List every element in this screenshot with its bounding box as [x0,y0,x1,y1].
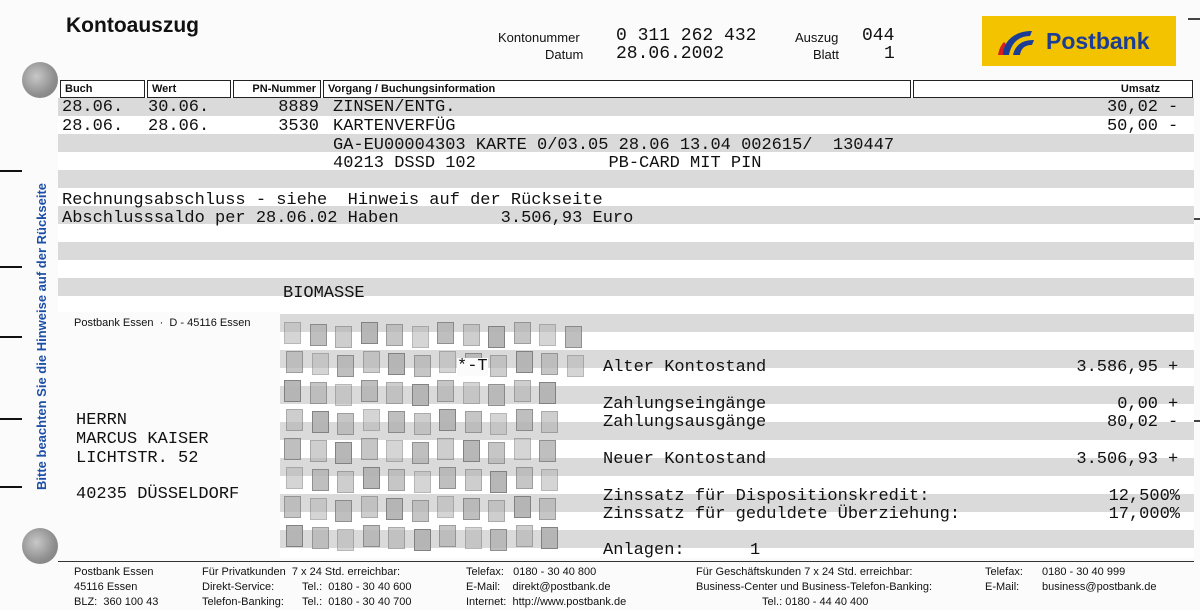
booking-date: 28.06. [62,117,124,136]
ocr-block [361,322,378,344]
ocr-block [465,527,482,549]
ocr-block [310,382,327,404]
ocr-block [541,469,558,491]
sender-line: Postbank Essen · D - 45116 Essen [74,317,251,329]
ocr-block [488,384,505,406]
postbank-logo [982,16,1176,66]
ocr-block [490,355,507,377]
ocr-block [514,496,531,518]
margin-tick [0,170,22,172]
transaction-sign: - [1168,98,1179,117]
biomasse-label: BIOMASSE [283,284,365,303]
footer-telephone-banking: Telefon-Banking: [202,596,284,608]
ocr-block [412,500,429,522]
ocr-block [386,440,403,462]
ocr-block [437,496,454,518]
ocr-block [386,324,403,346]
ocr-block [286,409,303,431]
ocr-block [514,380,531,402]
ocr-block [414,529,431,551]
ocr-block [488,326,505,348]
closing-notice: Rechnungsabschluss - siehe Hinweis auf der Rückseite [62,191,603,210]
footer-blz: BLZ: 360 100 43 [74,596,159,608]
ocr-block [414,355,431,377]
transaction-detail: 40213 DSSD 102 PB-CARD MIT PIN [333,154,762,173]
ocr-block [463,440,480,462]
postbank-swoosh-icon [996,27,1040,57]
overdraft-rate-label: Zinssatz für Dispositionskredit: [603,487,930,506]
old-balance-sign: + [1168,358,1179,377]
ocr-block [414,413,431,435]
footer-bank-city: 45116 Essen [74,581,138,593]
logo-text: Postbank [1046,28,1150,54]
column-wert: Wert [147,80,231,98]
ocr-block [284,322,301,344]
column-umsatz: Umsatz [913,80,1193,98]
statement-number-label: Auszug [795,30,839,45]
ocr-block [439,409,456,431]
ocr-block [488,500,505,522]
ocr-block [312,527,329,549]
ocr-block [412,326,429,348]
ocr-block [567,355,584,377]
transaction-detail: GA-EU00004303 KARTE 0/03.05 28.06 13.04 002615/ 130447 [333,136,895,155]
ocr-block [337,413,354,435]
ocr-block [412,442,429,464]
new-balance-label: Neuer Kontostand [603,450,767,469]
sheet-number: 1 [884,44,895,64]
ocr-block [516,351,533,373]
attachments-value: 1 [750,541,761,560]
new-balance-value: 3.506,93 [1076,450,1158,469]
ocr-block [337,529,354,551]
ocr-block [439,525,456,547]
date-label: Datum [545,47,584,62]
old-balance-label: Alter Kontostand [603,358,767,377]
ocr-block [388,469,405,491]
footer-business-email-label: E-Mail: [985,581,1020,593]
footer-internet: Internet: http://www.postbank.de [466,596,627,608]
pn-number: 3530 [278,117,319,136]
ocr-block [335,500,352,522]
account-number-label: Kontonummer [498,30,580,45]
punch-hole-bottom [22,528,58,564]
ocr-block [565,326,582,348]
ocr-block [490,413,507,435]
ocr-block [386,382,403,404]
footer-bank-name: Postbank Essen [74,566,154,578]
ocr-block [335,442,352,464]
transaction-amount: 50,00 [1106,117,1158,136]
transaction-sign: - [1168,117,1179,136]
ocr-block [361,438,378,460]
address-line: LICHTSTR. 52 [76,449,199,468]
ocr-block [463,498,480,520]
ocr-block [388,527,405,549]
transaction-text: KARTENVERFÜG [333,117,456,136]
transaction-amount: 30,02 [1106,98,1158,117]
statement-number: 044 [862,26,895,46]
ocr-block [310,498,327,520]
ocr-block [284,496,301,518]
ocr-block [437,380,454,402]
ocr-block [363,525,380,547]
ocr-block [465,411,482,433]
stamp-mark: *-T [457,357,488,376]
ocr-block [516,525,533,547]
ocr-block [388,411,405,433]
ocr-block [337,471,354,493]
ocr-block [539,382,556,404]
ocr-block [312,469,329,491]
incoming-label: Zahlungseingänge [603,395,767,414]
margin-tick [0,486,22,488]
margin-tick [0,418,22,420]
footer-private-fax: Telefax: 0180 - 30 40 800 [466,566,597,578]
ocr-block [463,382,480,404]
ocr-block [363,351,380,373]
ocr-block [335,384,352,406]
ocr-block [465,469,482,491]
attachments-label: Anlagen: [603,541,685,560]
ocr-block [335,326,352,348]
ocr-block [539,324,556,346]
ocr-block [463,324,480,346]
ocr-block [412,384,429,406]
ocr-block [363,467,380,489]
tolerated-rate-value: 17,000% [1108,505,1180,524]
margin-tick [1188,18,1200,20]
footer-business-phone: Tel.: 0180 - 44 40 400 [762,596,869,608]
outgoing-sign: - [1168,413,1179,432]
ocr-block [286,351,303,373]
footer-banking-phone: Tel.: 0180 - 30 40 700 [302,596,412,608]
account-number: 0 311 262 432 [616,26,757,46]
booking-date: 28.06. [62,98,124,117]
side-notice: Bitte beachten Sie die Hinweise auf der Rückseite [34,182,49,490]
ocr-block [286,525,303,547]
old-balance-value: 3.586,95 [1076,358,1158,377]
ocr-block [439,467,456,489]
value-date: 28.06. [148,117,210,136]
ocr-block [363,409,380,431]
ocr-block [514,438,531,460]
ocr-block [312,411,329,433]
margin-tick [0,336,22,338]
address-line: MARCUS KAISER [76,430,209,449]
overdraft-rate-value: 12,500% [1108,487,1180,506]
ocr-block [516,467,533,489]
ocr-block [539,498,556,520]
pn-number: 8889 [278,98,319,117]
column-buch: Buch [60,80,145,98]
footer-direct-service: Direkt-Service: [202,581,275,593]
ocr-block [414,471,431,493]
address-line: HERRN [76,411,128,430]
column-pn: PN-Nummer [233,80,321,98]
incoming-value: 0,00 [1117,395,1158,414]
value-date: 30.06. [148,98,210,117]
punch-hole-top [22,62,58,98]
outgoing-label: Zahlungsausgänge [603,413,767,432]
outgoing-value: 80,02 [1106,413,1158,432]
ocr-block [514,322,531,344]
ocr-block [488,442,505,464]
ocr-block [312,353,329,375]
ocr-block [541,527,558,549]
ocr-block [439,351,456,373]
ocr-block [388,353,405,375]
ocr-block [286,467,303,489]
ocr-block [310,324,327,346]
footer-business-center: Business-Center und Business-Telefon-Banking: [696,581,933,593]
page-title: Kontoauszug [66,14,199,37]
margin-tick [0,266,22,268]
footer-business-heading: Für Geschäftskunden 7 x 24 Std. erreichbar: [696,566,913,578]
ocr-block [386,498,403,520]
transaction-text: ZINSEN/ENTG. [333,98,456,117]
ocr-block [310,440,327,462]
tolerated-rate-label: Zinssatz für geduldete Überziehung: [603,505,961,524]
ocr-block [490,529,507,551]
statement-date: 28.06.2002 [616,44,725,64]
ocr-block [284,380,301,402]
ocr-block [541,411,558,433]
column-vorgang: Vorgang / Buchungsinformation [323,80,911,98]
footer-business-fax: 0180 - 30 40 999 [1042,566,1126,578]
footer-private-heading: Für Privatkunden 7 x 24 Std. erreichbar: [202,566,401,578]
ocr-block [437,438,454,460]
footer-direct-phone: Tel.: 0180 - 30 40 600 [302,581,412,593]
footer-private-email: E-Mail: direkt@postbank.de [466,581,611,593]
ocr-block [539,440,556,462]
ocr-block [337,355,354,377]
ocr-block [516,409,533,431]
ocr-block [490,471,507,493]
footer-divider [58,561,1194,562]
new-balance-sign: + [1168,450,1179,469]
ocr-block [361,496,378,518]
ocr-block [541,353,558,375]
ocr-block [284,438,301,460]
ocr-block [361,380,378,402]
footer-business-email: business@postbank.de [1042,581,1157,593]
address-line: 40235 DÜSSELDORF [76,485,240,504]
footer-business-fax-label: Telefax: [985,566,1023,578]
sheet-label: Blatt [813,47,840,62]
incoming-sign: + [1168,395,1179,414]
ocr-block [437,322,454,344]
closing-balance-line: Abschlusssaldo per 28.06.02 Haben 3.506,93 Euro [62,209,634,228]
